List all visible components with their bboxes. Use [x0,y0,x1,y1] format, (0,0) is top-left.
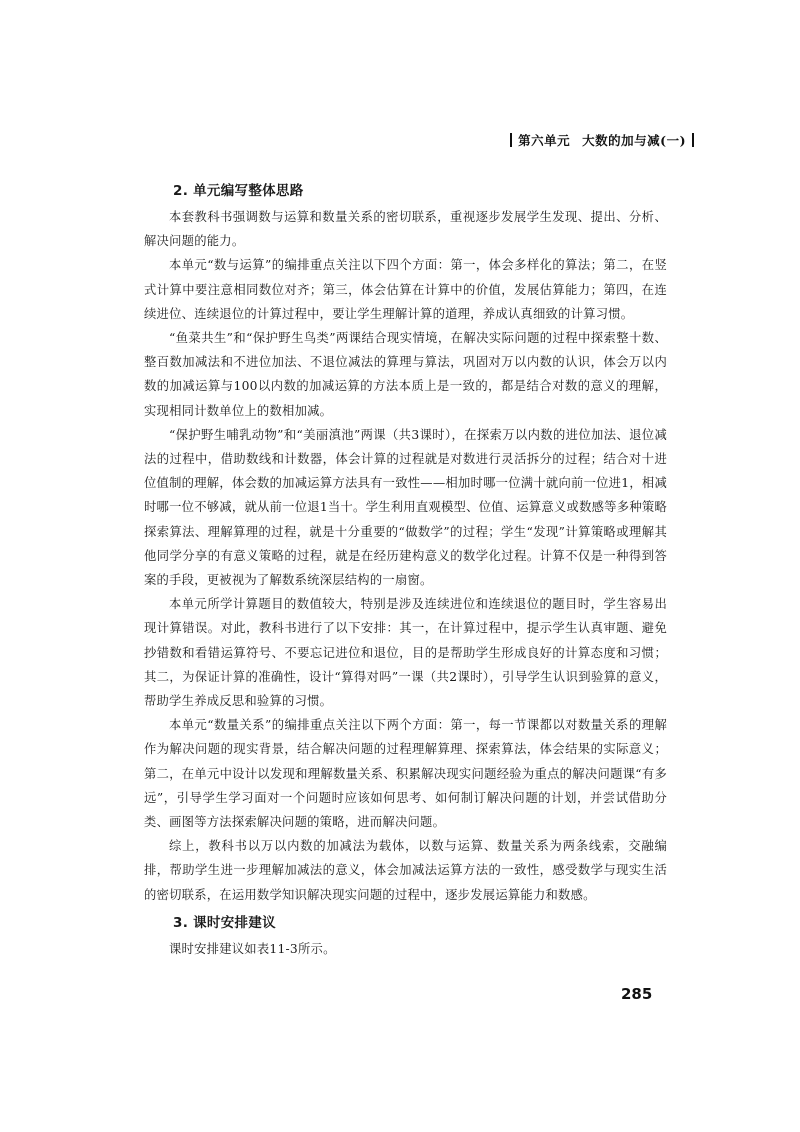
section-2-paragraph-4: “保护野生哺乳动物”和“美丽滇池”两课（共3课时），在探索万以内数的进位加法、退位减法的过程中，借助数线和计数器，体会计算的过程就是对数进行灵活拆分的过程；结合对十进位值制的理解，体会数的加减运算方法具有一致性——相加时哪一位满十就向前一位进1，相减时哪一位不够减，就从前一位退1当十。学生利用直观模型、位值、运算意义或数感等多种策略探索算法、理解算理的过程，就是十分重要的“做数学”的过程；学生“发现”计算策略或理解其他同学分享的有意义策略的过程，就是在经历建构意义的数学化过程。计算不仅是一种得到答案的手段，更被视为了解数系统深层结构的一扇窗。 [144,427,667,588]
section-2-paragraph-6: 本单元“数量关系”的编排重点关注以下两个方面：第一，每一节课都以对数量关系的理解作为解决问题的现实背景，结合解决问题的过程理解算理、探索算法，体会结果的实际意义；第二，在单元中设计以发现和理解数量关系、积累解决现实问题经验为重点的解决问题课“有多远”，引导学生学习面对一个问题时应该如何思考、如何制订解决问题的计划，并尝试借助分类、画图等方法探索解决问题的策略，进而解决问题。 [144,718,667,830]
page-body [144,181,667,961]
running-header [504,131,700,149]
section-2-heading: 2. 单元编写整体思路 [173,183,304,199]
section-2-paragraph-1: 本套教科书强调数与运算和数量关系的密切联系，重视逐步发展学生发现、提出、分析、解决问题的能力。 [144,210,667,249]
section-2-paragraph-5: 本单元所学计算题目的数值较大，特别是涉及连续进位和连续退位的题目时，学生容易出现计算错误。对此，教科书进行了以下安排：其一，在计算过程中，提示学生认真审题、避免抄错数和看错运算符号、不要忘记进位和退位，目的是帮助学生形成良好的计算态度和习惯；其二，为保证计算的准确性，设计“算得对吗”一课（共2课时），引导学生认识到验算的意义，帮助学生养成反思和验算的习惯。 [144,597,667,709]
page-number: 285 [621,985,653,1003]
header-title: 大数的加与减(一) [582,133,686,148]
header-unit: 第六单元 [518,133,571,148]
section-2-paragraph-7: 综上，教科书以万以内数的加减法为载体，以数与运算、数量关系为两条线索，交融编排，帮助学生进一步理解加减法的意义，体会加减法运算方法的一致性，感受数学与现实生活的密切联系，在运用数学知识解决现实问题的过程中，逐步发展运算能力和数感。 [144,839,667,902]
section-3-heading: 3. 课时安排建议 [173,914,276,931]
section-2-paragraph-2: 本单元“数与运算”的编排重点关注以下四个方面：第一，体会多样化的算法；第二，在竖式计算中要注意相同数位对齐；第三，体会估算在计算中的价值，发展估算能力；第四，在连续进位、连续退位的计算过程中，要让学生理解计算的道理，养成认真细致的计算习惯。 [144,258,667,321]
section-3-paragraph-1: 课时安排建议如表11-3所示。 [169,941,336,956]
header-left-rule [510,133,512,147]
header-right-rule [692,133,694,147]
section-2-paragraph-3: “鱼菜共生”和“保护野生鸟类”两课结合现实情境，在解决实际问题的过程中探索整十数、整百数加减法和不进位加法、不退位减法的算理与算法，巩固对万以内数的认识，体会万以内数的加减运算与100以内数的加减运算的方法本质上是一致的，都是结合对数的意义的理解，实现相同计数单位上的数相加减。 [144,331,667,418]
